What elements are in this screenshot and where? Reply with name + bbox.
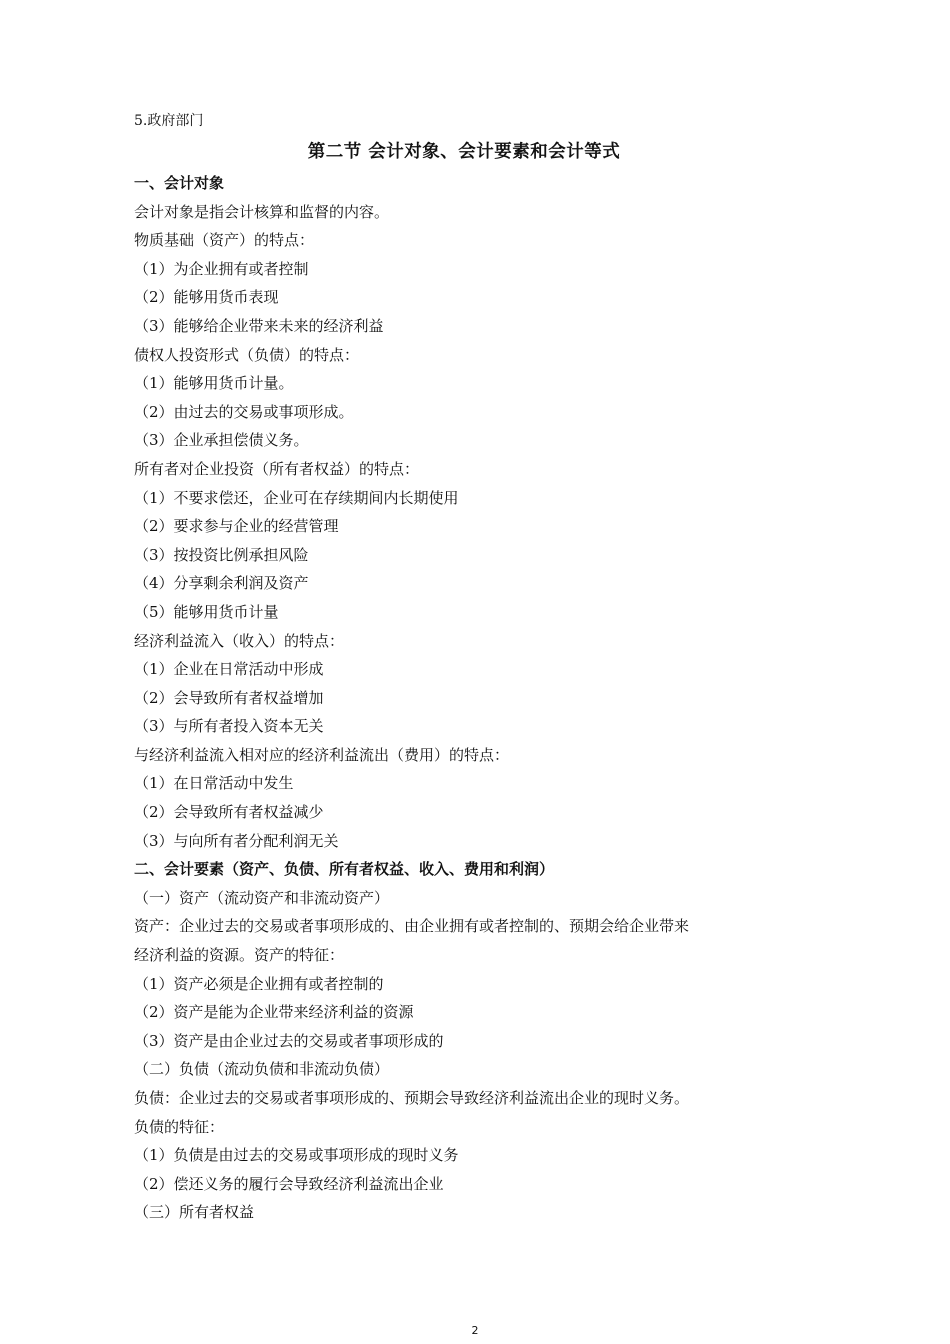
list-item: （2）能够用货币表现	[134, 288, 279, 307]
list-item: （2）偿还义务的履行会导致经济利益流出企业	[134, 1174, 444, 1193]
list-item: （3）能够给企业带来未来的经济利益	[134, 316, 384, 335]
part1-heading: 一、会计对象	[134, 174, 225, 192]
page-number: 2	[471, 1324, 479, 1337]
pre-item-text: 5.政府部门	[134, 113, 204, 129]
list-item: （2）会导致所有者权益增加	[134, 688, 324, 707]
list-item: （3）资产是由企业过去的交易或者事项形成的	[134, 1031, 444, 1050]
section-title: 第二节 会计对象、会计要素和会计等式	[307, 142, 621, 162]
list-item: （1）负债是由过去的交易或事项形成的现时义务	[134, 1146, 459, 1165]
list-item: （2）由过去的交易或事项形成。	[134, 402, 354, 421]
subsection-heading: （三）所有者权益	[134, 1203, 255, 1222]
list-item: （3）与所有者投入资本无关	[134, 717, 324, 736]
list-item: （1）能够用货币计量。	[134, 374, 294, 393]
list-item: （1）不要求偿还，企业可在存续期间内长期使用	[134, 488, 459, 507]
paragraph-line: 债权人投资形式（负债）的特点：	[134, 345, 360, 364]
paragraph-line: 负债的特征：	[134, 1117, 225, 1136]
paragraph-line: 所有者对企业投资（所有者权益）的特点：	[134, 459, 420, 478]
list-item: （2）会导致所有者权益减少	[134, 803, 324, 822]
page-content	[134, 107, 794, 1227]
paragraph-line: 物质基础（资产）的特点：	[134, 231, 315, 250]
part2-heading: 二、会计要素（资产、负债、所有者权益、收入、费用和利润）	[134, 860, 555, 879]
subsection-heading: （二）负债（流动负债和非流动负债）	[134, 1060, 390, 1079]
list-item: （4）分享剩余利润及资产	[134, 574, 309, 593]
list-item: （3）按投资比例承担风险	[134, 545, 309, 564]
list-item: （5）能够用货币计量	[134, 602, 279, 621]
list-item: （1）在日常活动中发生	[134, 774, 294, 793]
paragraph-line: 经济利益的资源。资产的特征：	[134, 946, 345, 965]
list-item: （2）要求参与企业的经营管理	[134, 517, 339, 536]
paragraph-line: 与经济利益流入相对应的经济利益流出（费用）的特点：	[134, 745, 510, 764]
paragraph-line: 资产：企业过去的交易或者事项形成的、由企业拥有或者控制的、预期会给企业带来	[134, 917, 690, 936]
paragraph-line: 负债：企业过去的交易或者事项形成的、预期会导致经济利益流出企业的现时义务。	[134, 1089, 690, 1107]
list-item: （3）企业承担偿债义务。	[134, 431, 309, 450]
list-item: （3）与向所有者分配利润无关	[134, 831, 339, 850]
subsection-heading: （一）资产（流动资产和非流动资产）	[134, 888, 390, 907]
list-item: （1）为企业拥有或者控制	[134, 259, 309, 278]
list-item: （2）资产是能为企业带来经济利益的资源	[134, 1003, 414, 1022]
paragraph-line: 经济利益流入（收入）的特点：	[134, 631, 345, 650]
paragraph-line: 会计对象是指会计核算和监督的内容。	[134, 202, 390, 221]
list-item: （1）资产必须是企业拥有或者控制的	[134, 974, 384, 993]
list-item: （1）企业在日常活动中形成	[134, 660, 324, 679]
